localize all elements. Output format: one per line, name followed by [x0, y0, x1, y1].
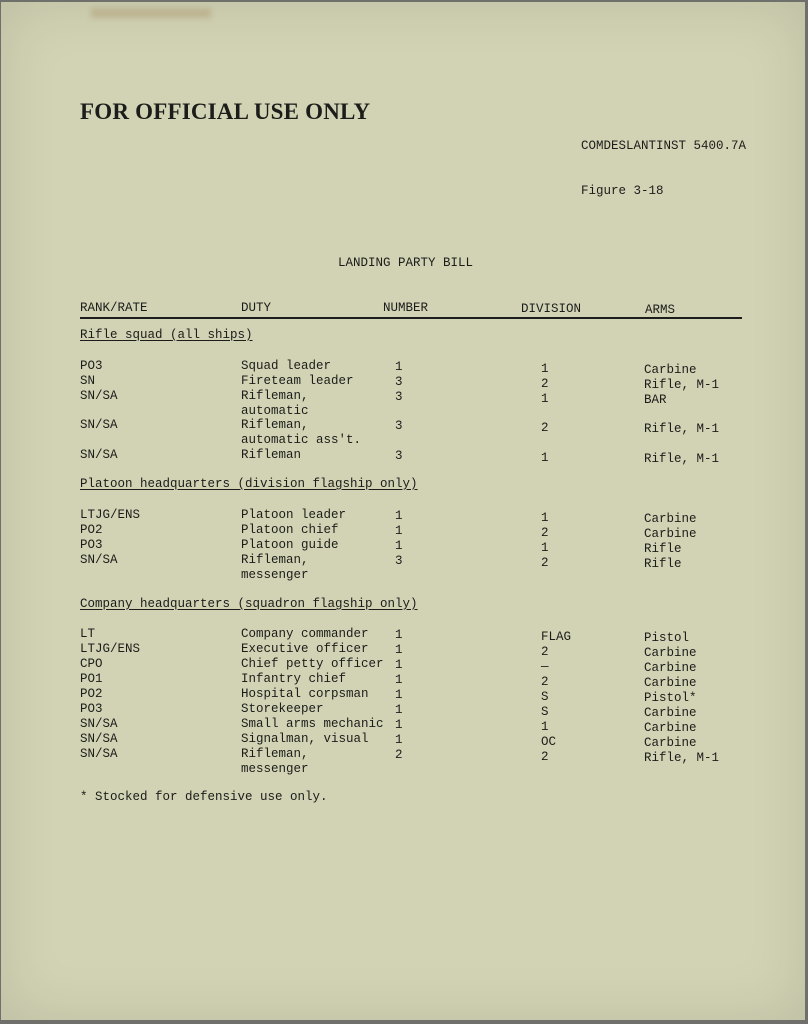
division-cell: 2 — [541, 421, 549, 435]
rank-cell: PO2 — [80, 523, 103, 537]
duty-line: Infantry chief — [241, 672, 347, 686]
header-rule — [80, 317, 742, 319]
number-cell: 1 — [395, 703, 403, 717]
duty-line: Fireteam leader — [241, 374, 354, 388]
duty-cell — [241, 672, 346, 687]
duty-line: messenger — [241, 762, 309, 776]
paper-stain — [91, 8, 211, 18]
duty-line: Hospital corpsman — [241, 687, 369, 701]
number-cell: 1 — [395, 360, 403, 374]
rank-cell: PO2 — [80, 687, 103, 701]
division-cell: 1 — [541, 720, 549, 734]
rank-cell: SN/SA — [80, 732, 118, 746]
division-cell: 1 — [541, 541, 549, 555]
rank-cell: SN/SA — [80, 418, 118, 432]
duty-cell — [241, 359, 331, 374]
arms-cell: Carbine — [644, 676, 697, 690]
section-heading: Platoon headquarters (division flagship only) — [80, 477, 418, 491]
arms-cell: Carbine — [644, 363, 697, 377]
duty-line: Signalman, visual — [241, 732, 369, 746]
rank-cell: PO3 — [80, 702, 103, 716]
duty-line: Platoon chief — [241, 523, 339, 537]
division-cell: FLAG — [541, 630, 572, 644]
division-cell: 2 — [541, 675, 549, 689]
rank-cell: SN/SA — [80, 389, 118, 403]
duty-line: Rifleman, — [241, 747, 309, 761]
duty-cell — [241, 627, 369, 642]
rank-cell: SN/SA — [80, 448, 118, 462]
duty-cell — [241, 717, 384, 732]
duty-line: messenger — [241, 568, 309, 582]
division-cell: S — [541, 690, 549, 704]
division-cell: 2 — [541, 526, 549, 540]
column-header-duty: DUTY — [241, 301, 272, 315]
duty-line: Rifleman — [241, 448, 302, 462]
division-cell: 2 — [541, 750, 549, 764]
duty-cell — [241, 389, 309, 419]
division-cell: 1 — [541, 451, 549, 465]
arms-cell: Rifle, M-1 — [644, 378, 720, 392]
number-cell: 1 — [395, 628, 403, 642]
division-cell: 1 — [541, 362, 549, 376]
document-page — [1, 2, 805, 1020]
duty-cell — [241, 508, 346, 523]
arms-cell: Rifle, M-1 — [644, 422, 720, 436]
number-cell: 3 — [395, 449, 403, 463]
duty-line: Platoon guide — [241, 538, 339, 552]
duty-cell — [241, 374, 354, 389]
division-cell: 1 — [541, 392, 549, 406]
division-cell: — — [541, 660, 549, 674]
arms-cell: Rifle — [644, 542, 682, 556]
number-cell: 1 — [395, 539, 403, 553]
duty-cell — [241, 642, 369, 657]
rank-cell: LT — [80, 627, 96, 641]
arms-cell: Rifle, M-1 — [644, 452, 720, 466]
section-heading: Rifle squad (all ships) — [80, 328, 253, 342]
arms-cell: Carbine — [644, 646, 697, 660]
number-cell: 1 — [395, 658, 403, 672]
duty-cell — [241, 702, 324, 717]
number-cell: 3 — [395, 375, 403, 389]
duty-line: Company commander — [241, 627, 369, 641]
number-cell: 1 — [395, 509, 403, 523]
duty-cell — [241, 732, 369, 747]
rank-cell: PO3 — [80, 359, 103, 373]
duty-cell — [241, 523, 339, 538]
number-cell: 3 — [395, 419, 403, 433]
column-header-rank: RANK/RATE — [80, 301, 148, 315]
rank-cell: SN/SA — [80, 553, 118, 567]
column-header-division: DIVISION — [521, 302, 582, 316]
instruction-reference: COMDESLANTINST 5400.7A — [581, 139, 747, 153]
rank-cell: LTJG/ENS — [80, 508, 141, 522]
duty-cell — [241, 448, 301, 463]
duty-line: Chief petty officer — [241, 657, 384, 671]
arms-cell: Carbine — [644, 736, 697, 750]
arms-cell: Carbine — [644, 721, 697, 735]
number-cell: 2 — [395, 748, 403, 762]
number-cell: 1 — [395, 643, 403, 657]
duty-line: Rifleman, — [241, 389, 309, 403]
arms-cell: Rifle — [644, 557, 682, 571]
arms-cell: Carbine — [644, 527, 697, 541]
rank-cell: PO3 — [80, 538, 103, 552]
arms-cell: Carbine — [644, 512, 697, 526]
column-header-number: NUMBER — [383, 301, 429, 315]
arms-cell: Carbine — [644, 706, 697, 720]
division-cell: 2 — [541, 556, 549, 570]
rank-cell: PO1 — [80, 672, 103, 686]
duty-line: automatic ass't. — [241, 433, 362, 447]
duty-line: Squad leader — [241, 359, 332, 373]
division-cell: OC — [541, 735, 557, 749]
duty-cell — [241, 538, 339, 553]
arms-cell: BAR — [644, 393, 667, 407]
section-heading: Company headquarters (squadron flagship only) — [80, 597, 418, 611]
arms-cell: Carbine — [644, 661, 697, 675]
duty-cell — [241, 687, 369, 702]
duty-line: Small arms mechanic — [241, 717, 384, 731]
duty-cell — [241, 418, 361, 448]
arms-cell: Pistol* — [644, 691, 697, 705]
duty-line: Rifleman, — [241, 418, 309, 432]
duty-line: automatic — [241, 404, 309, 418]
division-cell: S — [541, 705, 549, 719]
figure-number: Figure 3-18 — [581, 184, 664, 198]
rank-cell: SN/SA — [80, 747, 118, 761]
number-cell: 1 — [395, 718, 403, 732]
rank-cell: SN — [80, 374, 96, 388]
number-cell: 1 — [395, 673, 403, 687]
number-cell: 1 — [395, 733, 403, 747]
number-cell: 1 — [395, 688, 403, 702]
footnote: * Stocked for defensive use only. — [80, 790, 328, 804]
duty-cell — [241, 747, 309, 777]
duty-cell — [241, 657, 384, 672]
classification-banner: FOR OFFICIAL USE ONLY — [80, 99, 371, 124]
duty-line: Platoon leader — [241, 508, 347, 522]
rank-cell: SN/SA — [80, 717, 118, 731]
rank-cell: LTJG/ENS — [80, 642, 141, 656]
number-cell: 3 — [395, 554, 403, 568]
duty-line: Executive officer — [241, 642, 369, 656]
duty-line: Rifleman, — [241, 553, 309, 567]
number-cell: 1 — [395, 524, 403, 538]
arms-cell: Pistol — [644, 631, 690, 645]
division-cell: 2 — [541, 645, 549, 659]
arms-cell: Rifle, M-1 — [644, 751, 720, 765]
column-header-arms: ARMS — [645, 303, 676, 317]
number-cell: 3 — [395, 390, 403, 404]
bill-title: LANDING PARTY BILL — [338, 256, 474, 270]
duty-line: Storekeeper — [241, 702, 324, 716]
rank-cell: CPO — [80, 657, 103, 671]
duty-cell — [241, 553, 309, 583]
division-cell: 1 — [541, 511, 549, 525]
division-cell: 2 — [541, 377, 549, 391]
